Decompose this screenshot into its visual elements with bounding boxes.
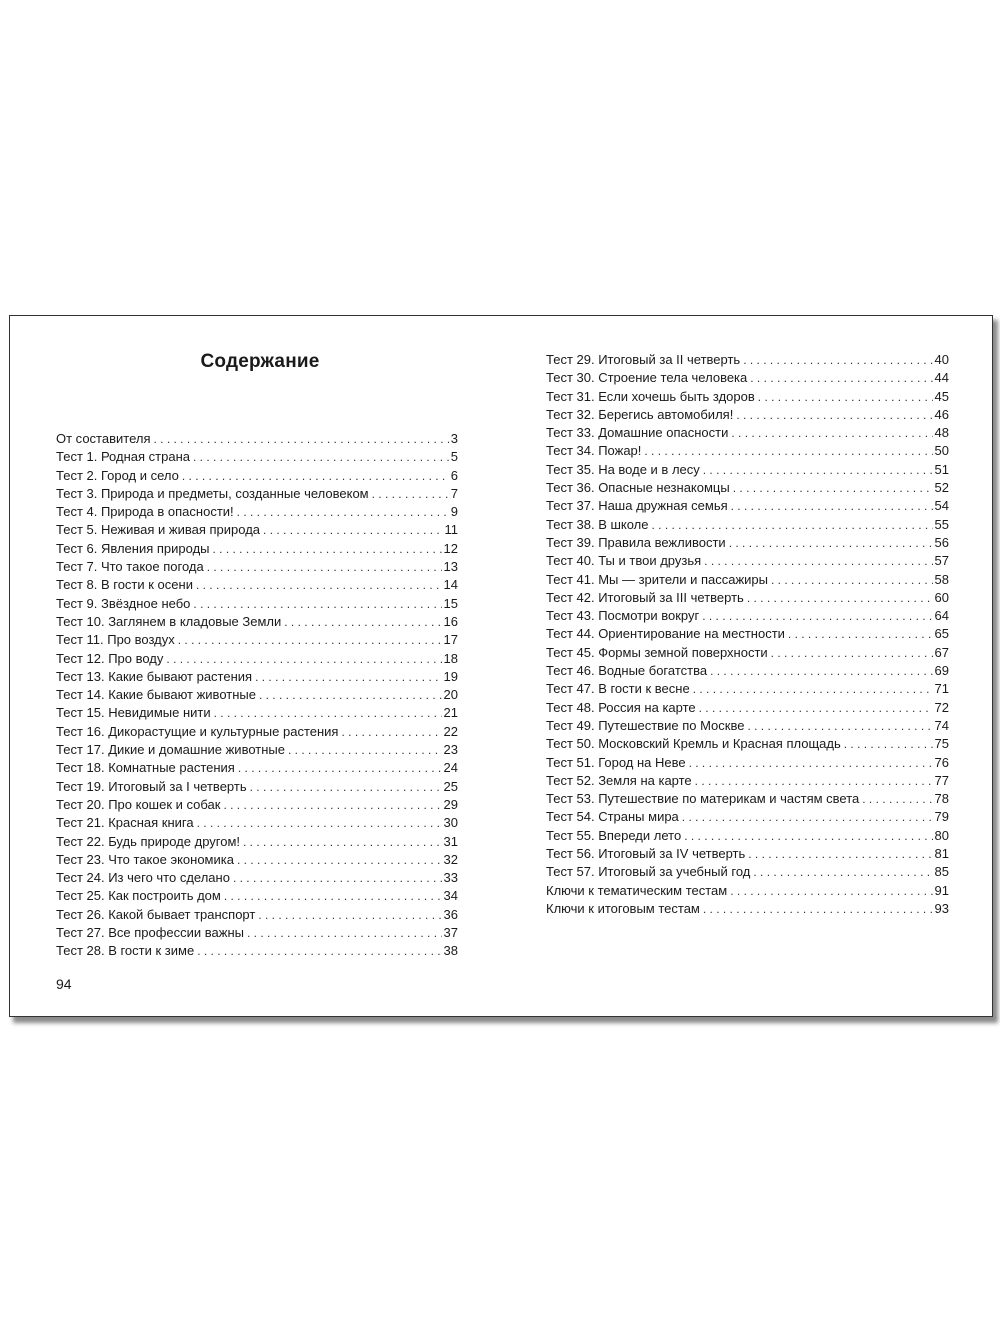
toc-entry-label: Тест 19. Итоговый за I четверть (56, 778, 247, 794)
toc-entry-label: Тест 24. Из чего что сделано (56, 870, 230, 886)
toc-entry (546, 717, 949, 735)
toc-entry (546, 808, 949, 826)
toc-entry (56, 485, 458, 503)
toc-entry-label: Тест 35. На воде и в лесу (546, 461, 700, 477)
toc-entry-page: 74 (934, 717, 949, 733)
toc-entry-page: 44 (934, 370, 949, 386)
toc-entry (56, 814, 458, 832)
toc-entry (546, 424, 949, 442)
toc-entry-label: Тест 37. Наша дружная семья (546, 498, 728, 514)
toc-entry (546, 351, 949, 369)
toc-entry-label: Тест 36. Опасные незнакомцы (546, 480, 730, 496)
toc-leader-dots (263, 521, 442, 539)
toc-entry-page: 9 (450, 504, 458, 520)
toc-entry-page: 55 (934, 516, 949, 532)
toc-entry-page: 25 (443, 778, 458, 794)
toc-entry-page: 67 (934, 644, 949, 660)
toc-leader-dots (259, 686, 442, 704)
toc-entry-page: 69 (934, 663, 949, 679)
toc-leader-dots (750, 369, 932, 387)
toc-entry-page: 12 (443, 540, 458, 556)
toc-entry-label: Тест 34. Пожар! (546, 443, 642, 459)
toc-entry-page: 78 (934, 791, 949, 807)
toc-entry-label: Тест 2. Город и село (56, 467, 179, 483)
toc-entry (56, 668, 458, 686)
toc-entry (546, 900, 949, 918)
toc-entry-page: 22 (443, 723, 458, 739)
toc-leader-dots (223, 796, 441, 814)
toc-entry (546, 479, 949, 497)
toc-entry-label: Тест 4. Природа в опасности! (56, 504, 234, 520)
toc-leader-dots (736, 406, 932, 424)
toc-left-column (56, 430, 458, 961)
toc-entry-label: От составителя (56, 431, 151, 446)
toc-leader-dots (182, 467, 449, 485)
toc-leader-dots (193, 595, 441, 613)
toc-entry (56, 851, 458, 869)
toc-entry (56, 558, 458, 576)
toc-entry (546, 644, 949, 662)
toc-entry (56, 595, 458, 613)
toc-entry (56, 869, 458, 887)
toc-entry-page: 58 (934, 571, 949, 587)
toc-entry-page: 79 (934, 809, 949, 825)
toc-entry (546, 827, 949, 845)
toc-leader-dots (652, 516, 933, 534)
toc-entry-page: 45 (934, 388, 949, 404)
toc-leader-dots (213, 540, 442, 558)
toc-entry-page: 16 (443, 613, 458, 629)
toc-leader-dots (788, 625, 933, 643)
toc-entry (546, 845, 949, 863)
toc-entry (546, 607, 949, 625)
toc-leader-dots (731, 424, 932, 442)
toc-entry (56, 778, 458, 796)
toc-entry-page: 52 (934, 480, 949, 496)
toc-leader-dots (154, 430, 449, 448)
toc-entry-page: 85 (934, 864, 949, 880)
toc-entry (56, 448, 458, 466)
toc-leader-dots (341, 723, 441, 741)
toc-entry-page: 15 (443, 595, 458, 611)
toc-leader-dots (250, 778, 442, 796)
toc-entry-label: Тест 42. Итоговый за III четверть (546, 589, 744, 605)
toc-entry-page: 11 (444, 522, 458, 538)
toc-entry-page: 20 (443, 687, 458, 703)
toc-entry-label: Тест 47. В гости к весне (546, 681, 690, 697)
toc-entry (546, 589, 949, 607)
toc-leader-dots (729, 534, 933, 552)
contents-title: Содержание (200, 351, 320, 372)
toc-entry-label: Тест 6. Явления природы (56, 540, 210, 556)
toc-leader-dots (689, 754, 933, 772)
toc-leader-dots (758, 388, 933, 406)
toc-entry-label: Тест 53. Путешествие по материкам и частям света (546, 791, 860, 807)
toc-leader-dots (771, 571, 933, 589)
toc-entry-label: Тест 43. Посмотри вокруг (546, 608, 700, 624)
book-spread (9, 315, 993, 1017)
toc-leader-dots (237, 503, 449, 521)
toc-entry-label: Тест 10. Заглянем в кладовые Земли (56, 613, 282, 629)
page-number: 94 (56, 976, 72, 992)
toc-entry-page: 77 (934, 772, 949, 788)
toc-entry-label: Тест 40. Ты и твои друзья (546, 553, 702, 569)
toc-leader-dots (703, 900, 933, 918)
toc-entry-label: Тест 49. Путешествие по Москве (546, 717, 745, 733)
toc-leader-dots (695, 772, 933, 790)
toc-leader-dots (844, 735, 933, 753)
toc-entry-page: 19 (443, 668, 458, 684)
toc-leader-dots (238, 759, 442, 777)
toc-entry (546, 497, 949, 515)
toc-entry-label: Ключи к тематическим тестам (546, 882, 728, 898)
toc-leader-dots (288, 741, 442, 759)
toc-entry-page: 57 (934, 553, 949, 569)
toc-entry-page: 64 (934, 608, 949, 624)
toc-leader-dots (247, 924, 442, 942)
toc-leader-dots (710, 662, 932, 680)
toc-entry-page: 6 (450, 467, 458, 483)
toc-leader-dots (372, 485, 449, 503)
toc-entry (56, 906, 458, 924)
toc-leader-dots (233, 869, 442, 887)
toc-entry (56, 576, 458, 594)
toc-entry-page: 36 (443, 906, 458, 922)
toc-leader-dots (704, 552, 932, 570)
toc-entry-label: Тест 39. Правила вежливости (546, 534, 726, 550)
toc-leader-dots (214, 704, 442, 722)
toc-entry-label: Тест 50. Московский Кремль и Красная площадь (546, 736, 841, 752)
toc-entry-page: 5 (450, 449, 458, 465)
toc-entry-label: Тест 8. В гости к осени (56, 577, 193, 593)
toc-entry-page: 33 (443, 870, 458, 886)
toc-leader-dots (243, 833, 442, 851)
toc-leader-dots (747, 589, 933, 607)
toc-entry-label: Тест 45. Формы земной поверхности (546, 644, 768, 660)
toc-entry (546, 461, 949, 479)
toc-leader-dots (284, 613, 441, 631)
toc-entry (546, 388, 949, 406)
toc-entry-label: Тест 13. Какие бывают растения (56, 668, 253, 684)
toc-leader-dots (748, 845, 932, 863)
toc-leader-dots (743, 351, 932, 369)
toc-entry-page: 38 (443, 943, 458, 959)
toc-entry (56, 796, 458, 814)
toc-entry-page: 24 (443, 760, 458, 776)
toc-entry-label: Тест 16. Дикорастущие и культурные растения (56, 723, 339, 739)
toc-entry-page: 29 (443, 796, 458, 812)
toc-leader-dots (166, 650, 441, 668)
toc-entry (56, 540, 458, 558)
toc-entry (56, 942, 458, 960)
toc-entry (546, 571, 949, 589)
toc-leader-dots (207, 558, 442, 576)
toc-leader-dots (237, 851, 442, 869)
toc-entry-label: Тест 56. Итоговый за IV четверть (546, 846, 746, 862)
toc-leader-dots (197, 942, 441, 960)
toc-entry-page: 91 (934, 882, 949, 898)
toc-entry-page: 80 (934, 827, 949, 843)
toc-entry (546, 534, 949, 552)
toc-entry-label: Тест 7. Что такое погода (56, 559, 204, 575)
toc-entry-label: Тест 18. Комнатные растения (56, 760, 235, 776)
toc-entry (56, 650, 458, 668)
toc-leader-dots (178, 631, 442, 649)
toc-entry (56, 686, 458, 704)
toc-leader-dots (255, 668, 441, 686)
toc-leader-dots (747, 717, 932, 735)
toc-entry (546, 680, 949, 698)
toc-leader-dots (693, 680, 933, 698)
toc-entry (56, 759, 458, 777)
toc-entry (56, 833, 458, 851)
toc-leader-dots (862, 790, 932, 808)
toc-entry-page: 81 (934, 846, 949, 862)
toc-entry-label: Тест 25. Как построить дом (56, 888, 221, 904)
toc-entry (546, 625, 949, 643)
toc-entry-label: Тест 12. Про воду (56, 650, 164, 666)
toc-entry-label: Тест 31. Если хочешь быть здоров (546, 388, 755, 404)
toc-leader-dots (196, 576, 442, 594)
toc-entry-label: Тест 57. Итоговый за учебный год (546, 864, 751, 880)
toc-entry-label: Тест 52. Земля на карте (546, 772, 692, 788)
toc-entry-label: Тест 55. Впереди лето (546, 827, 682, 843)
toc-entry-page: 13 (443, 559, 458, 575)
toc-entry-page: 17 (443, 632, 458, 648)
toc-entry-label: Тест 11. Про воздух (56, 632, 175, 648)
toc-entry-label: Тест 23. Что такое экономика (56, 851, 234, 867)
toc-entry-label: Тест 29. Итоговый за II четверть (546, 352, 741, 367)
toc-entry-page: 72 (934, 699, 949, 715)
toc-entry-label: Тест 14. Какие бывают животные (56, 687, 256, 703)
toc-entry-page: 37 (443, 925, 458, 941)
toc-entry-page: 14 (443, 577, 458, 593)
toc-entry-label: Тест 51. Город на Неве (546, 754, 686, 770)
toc-entry-label: Тест 32. Берегись автомобиля! (546, 406, 734, 422)
toc-entry-page: 46 (934, 406, 949, 422)
toc-entry-label: Тест 5. Неживая и живая природа (56, 522, 261, 538)
toc-leader-dots (644, 442, 932, 460)
toc-entry-page: 50 (934, 443, 949, 459)
toc-entry-page: 7 (450, 485, 458, 501)
toc-entry (56, 631, 458, 649)
toc-entry-page: 48 (934, 425, 949, 441)
toc-entry (546, 735, 949, 753)
toc-entry (546, 882, 949, 900)
toc-entry-page: 32 (443, 851, 458, 867)
toc-entry (56, 521, 458, 539)
toc-entry-label: Тест 38. В школе (546, 516, 649, 532)
toc-leader-dots (197, 814, 442, 832)
toc-entry (56, 723, 458, 741)
toc-entry-label: Тест 20. Про кошек и собак (56, 796, 221, 812)
toc-entry (546, 369, 949, 387)
toc-entry-page: 54 (934, 498, 949, 514)
toc-entry (56, 430, 458, 448)
toc-entry (546, 552, 949, 570)
toc-entry (56, 503, 458, 521)
toc-entry (546, 699, 949, 717)
toc-entry-page: 23 (443, 742, 458, 758)
toc-entry-label: Тест 33. Домашние опасности (546, 425, 729, 441)
toc-entry-label: Тест 26. Какой бывает транспорт (56, 906, 256, 922)
toc-entry-page: 71 (934, 681, 949, 697)
toc-entry (546, 516, 949, 534)
toc-entry-page: 65 (934, 626, 949, 642)
toc-entry (56, 924, 458, 942)
toc-entry-label: Тест 44. Ориентирование на местности (546, 626, 785, 642)
toc-leader-dots (702, 607, 932, 625)
toc-entry (546, 442, 949, 460)
toc-leader-dots (682, 808, 933, 826)
toc-entry (546, 863, 949, 881)
toc-entry (56, 741, 458, 759)
toc-entry (546, 662, 949, 680)
toc-entry-page: 51 (934, 461, 949, 477)
toc-entry-page: 31 (443, 833, 458, 849)
toc-entry (546, 406, 949, 424)
toc-entry-label: Тест 46. Водные богатства (546, 663, 708, 679)
toc-leader-dots (699, 699, 933, 717)
toc-entry-label: Тест 27. Все профессии важны (56, 925, 244, 941)
toc-entry-page: 21 (443, 705, 458, 721)
toc-leader-dots (258, 906, 441, 924)
toc-entry-page: 40 (934, 352, 949, 367)
toc-entry-page: 30 (443, 815, 458, 831)
toc-entry (546, 772, 949, 790)
toc-entry-label: Тест 3. Природа и предметы, созданные человеком (56, 485, 369, 501)
toc-leader-dots (703, 461, 933, 479)
toc-entry-page: 75 (934, 736, 949, 752)
toc-entry-page: 3 (450, 431, 458, 446)
toc-entry-label: Тест 54. Страны мира (546, 809, 679, 825)
toc-leader-dots (224, 887, 442, 905)
toc-leader-dots (733, 479, 933, 497)
toc-entry-page: 18 (443, 650, 458, 666)
toc-right-column (546, 351, 949, 918)
toc-entry-label: Тест 41. Мы — зрители и пассажиры (546, 571, 769, 587)
toc-entry (546, 790, 949, 808)
toc-entry-page: 34 (443, 888, 458, 904)
toc-entry-label: Тест 1. Родная страна (56, 449, 190, 465)
toc-entry-label: Тест 30. Строение тела человека (546, 370, 748, 386)
toc-entry (546, 754, 949, 772)
toc-entry (56, 613, 458, 631)
toc-leader-dots (730, 882, 932, 900)
toc-entry-label: Тест 22. Будь природе другом! (56, 833, 241, 849)
toc-entry (56, 887, 458, 905)
toc-entry-label: Тест 17. Дикие и домашние животные (56, 742, 285, 758)
toc-entry-page: 60 (934, 589, 949, 605)
toc-entry-label: Тест 15. Невидимые нити (56, 705, 211, 721)
toc-entry (56, 467, 458, 485)
toc-leader-dots (193, 448, 449, 466)
toc-leader-dots (771, 644, 933, 662)
toc-leader-dots (753, 863, 932, 881)
toc-entry-label: Тест 28. В гости к зиме (56, 943, 195, 959)
toc-entry-label: Тест 9. Звёздное небо (56, 595, 191, 611)
toc-entry-page: 56 (934, 534, 949, 550)
toc-entry-page: 93 (934, 900, 949, 916)
toc-leader-dots (684, 827, 932, 845)
toc-entry-label: Тест 48. Россия на карте (546, 699, 696, 715)
toc-entry-page: 76 (934, 754, 949, 770)
toc-entry-label: Ключи к итоговым тестам (546, 900, 700, 916)
toc-entry-label: Тест 21. Красная книга (56, 815, 194, 831)
toc-entry (56, 704, 458, 722)
toc-leader-dots (731, 497, 933, 515)
